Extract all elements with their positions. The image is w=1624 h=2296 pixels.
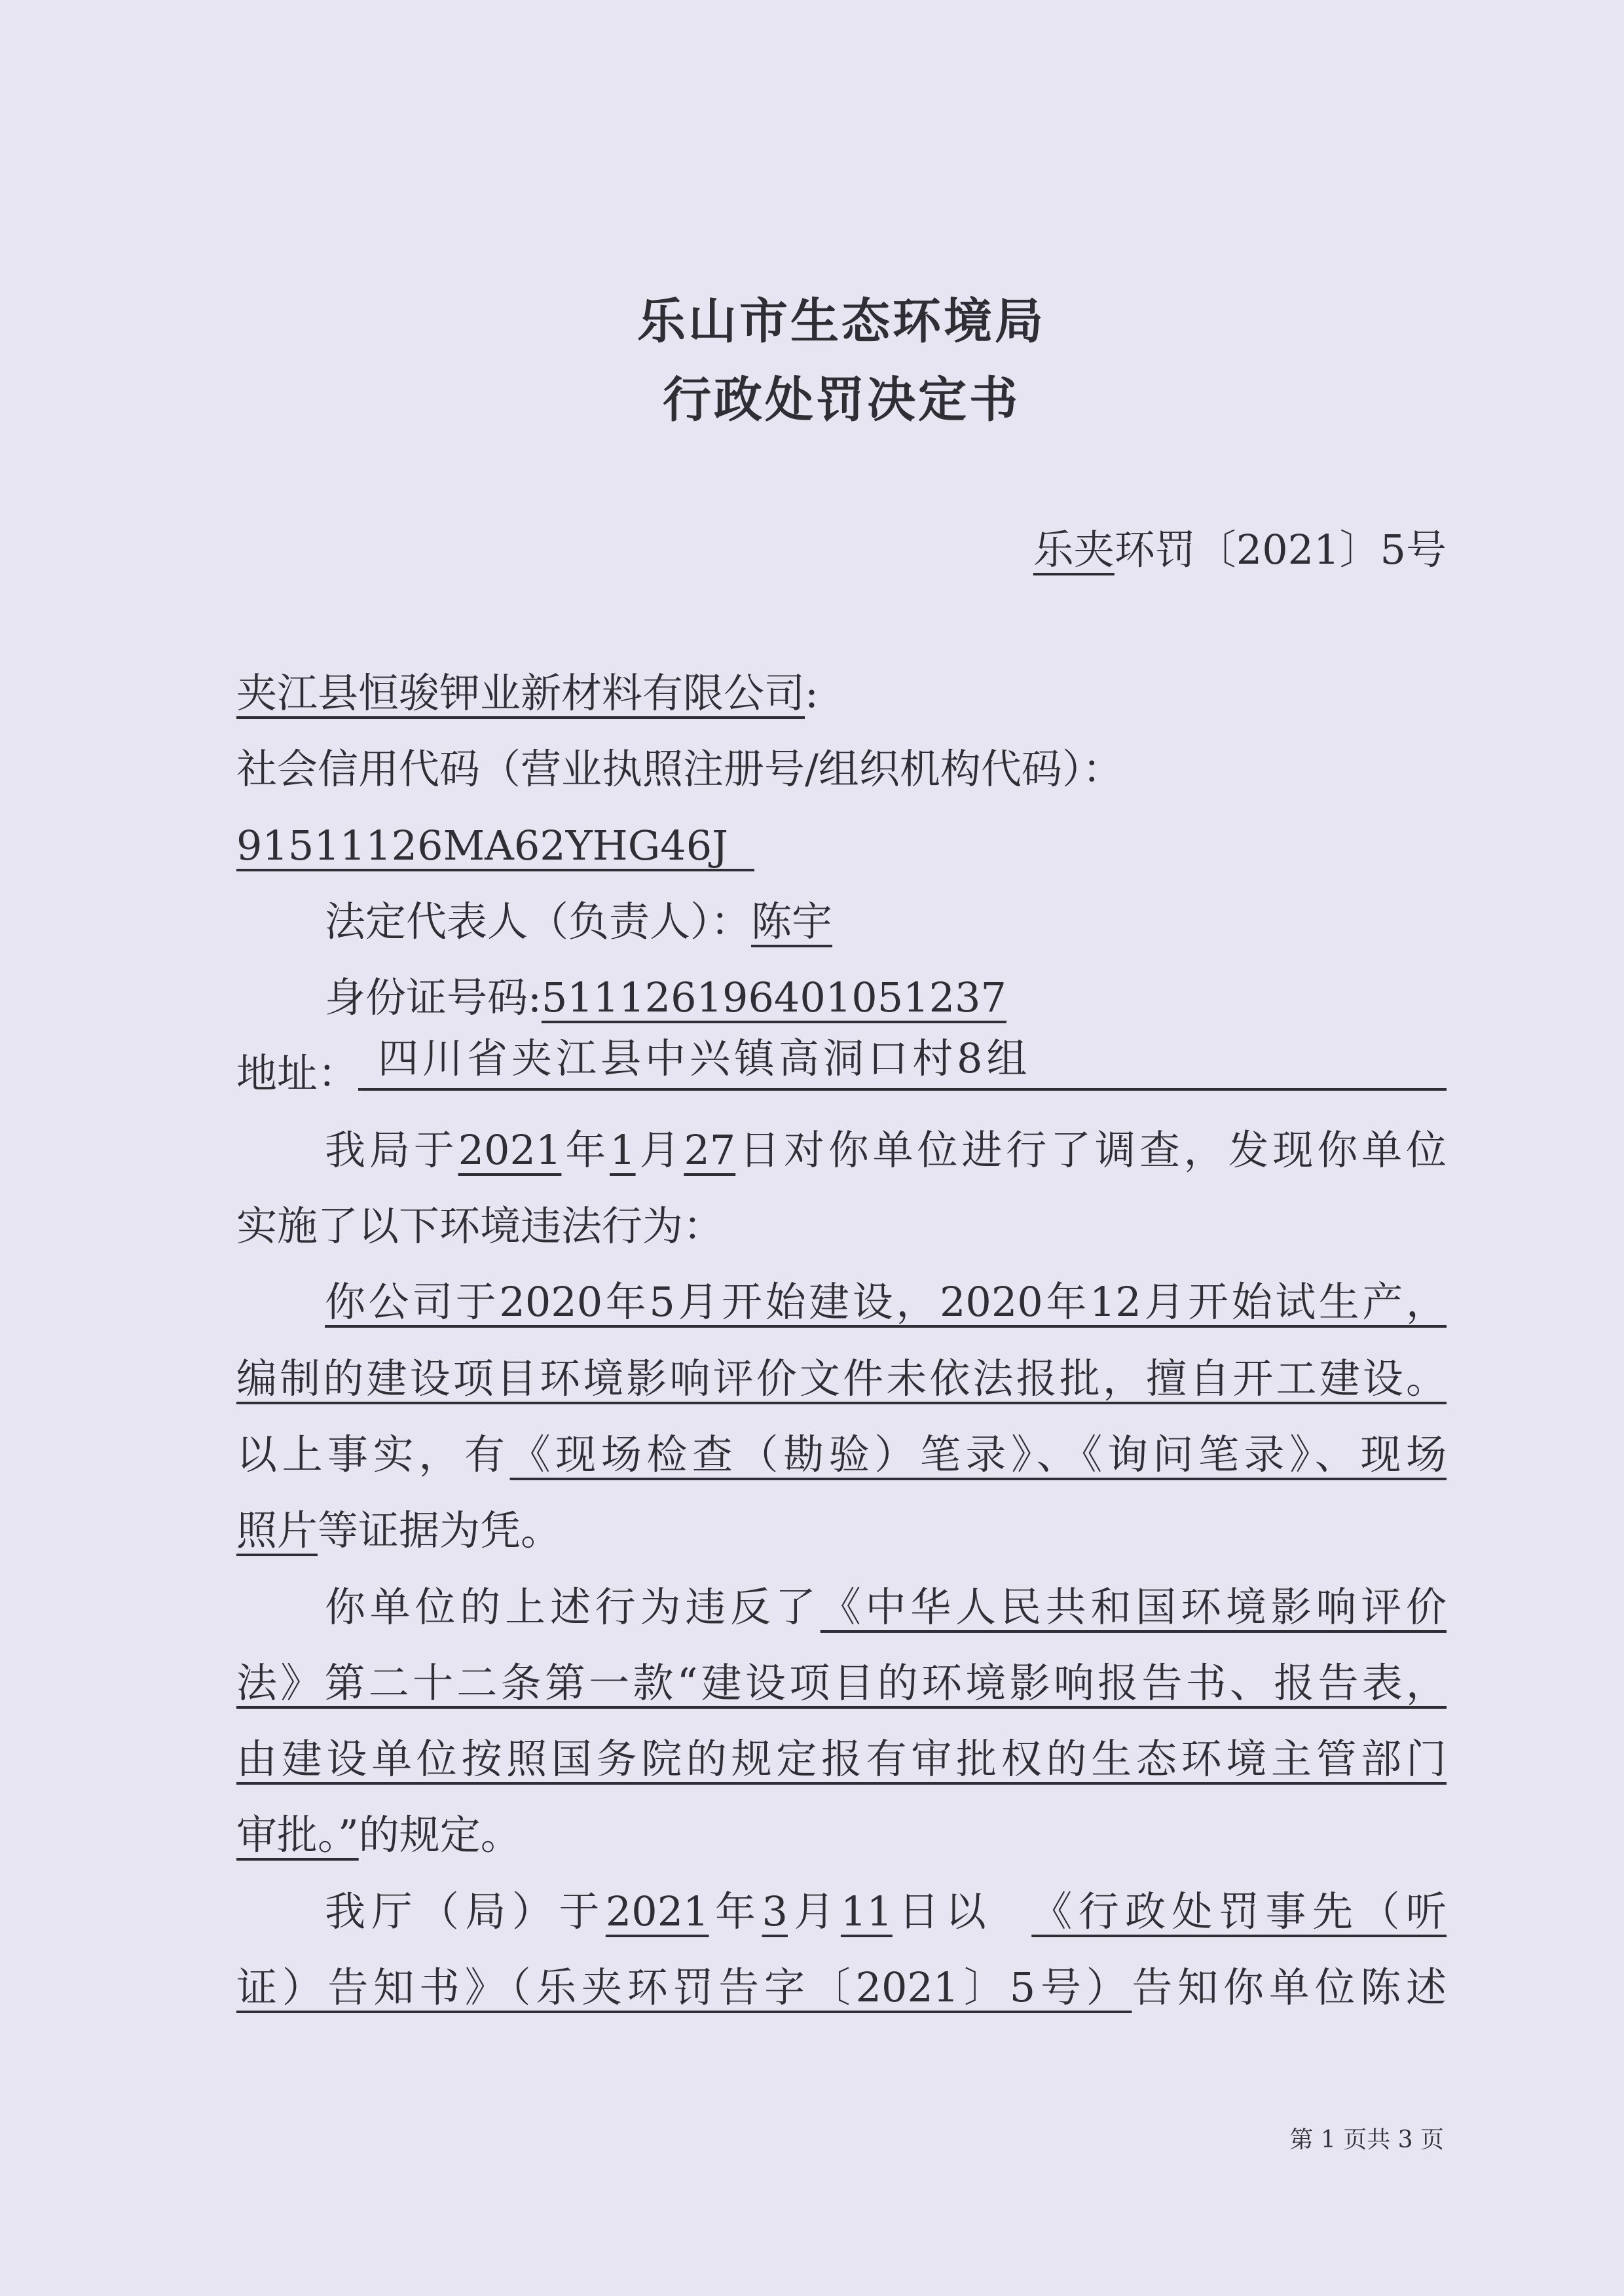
text: 的规定。 (358, 1811, 521, 1859)
id-number: 511126196401051237 (541, 974, 1006, 1022)
credit-code-label: 社会信用代码（营业执照注册号/组织机构代码）： (236, 745, 1123, 793)
address-line (236, 1036, 1447, 1112)
doc-number-rest: 环罚〔2021〕5号 (1114, 526, 1447, 574)
document-body (236, 655, 1447, 2026)
company-name: 夹江县恒骏钾业新材料有限公司 (236, 669, 805, 717)
text: 告知你单位陈述 (1132, 1963, 1447, 2012)
legal-rep-label: 法定代表人（负责人）： (325, 897, 752, 945)
doc-number-prefix: 乐夹 (1033, 526, 1115, 574)
id-line (236, 960, 1447, 1036)
company-line (236, 655, 1447, 731)
document-title: 行政处罚决定书 (663, 372, 1020, 428)
notice-day: 11 (840, 1887, 893, 1935)
notice-month: 3 (762, 1887, 788, 1935)
text: 等证据为凭。 (318, 1506, 562, 1555)
text: 我厅（局）于 (325, 1887, 606, 1935)
page-number: 第 1 页共 3 页 (1289, 2126, 1444, 2153)
text: 月 (635, 1125, 684, 1174)
paragraph-4-line-2 (236, 1950, 1447, 2026)
address-value: 四川省夹江县中兴镇高洞口村8组 (358, 1036, 1447, 1091)
text: 我局于 (325, 1125, 458, 1174)
notice-document: 《行政处罚事先（听 (1031, 1887, 1447, 1935)
text: 年 (561, 1125, 610, 1174)
notice-document: 证）告知书》（乐夹环罚告字〔2021〕5号） (236, 1963, 1132, 2012)
paragraph-4-line-1 (236, 1874, 1447, 1950)
paragraph-3-line-3 (236, 1721, 1447, 1797)
law-citation: 由建设单位按照国务院的规定报有审批权的生态环境主管部门 (236, 1735, 1447, 1783)
paragraph-3-line-1 (236, 1569, 1447, 1645)
evidence-list: 照片 (236, 1506, 318, 1555)
paragraph-1-line-2: 实施了以下环境违法行为： (236, 1202, 724, 1250)
paragraph-3-line-4 (236, 1797, 1447, 1873)
text: 日以 (892, 1887, 993, 1935)
investigation-month: 1 (610, 1125, 636, 1174)
credit-code: 91511126MA62YHG46J (236, 823, 754, 871)
credit-code-line (236, 808, 1447, 884)
text: 月 (787, 1887, 841, 1935)
legal-rep-name: 陈宇 (751, 897, 833, 945)
text: 日对你单位进行了调查，发现你单位 (735, 1125, 1447, 1174)
text: 年 (709, 1887, 762, 1935)
text: 以上事实，有 (236, 1430, 510, 1478)
id-label: 身份证号码: (325, 974, 542, 1022)
address-label: 地址： (236, 1049, 359, 1098)
law-citation: 法》第二十二条第一款“建设项目的环境影响报告书、报告表， (236, 1658, 1447, 1707)
issuer-title: 乐山市生态环境局 (637, 293, 1046, 350)
investigation-year: 2021 (458, 1125, 562, 1174)
paragraph-2-line-3 (236, 1417, 1447, 1493)
paragraph-3-line-2 (236, 1645, 1447, 1721)
paragraph-2-line-2 (236, 1341, 1447, 1417)
paragraph-2-line-4 (236, 1493, 1447, 1569)
document-number (1033, 517, 1447, 575)
legal-rep-line (236, 884, 1447, 960)
law-citation: 审批。” (236, 1811, 359, 1859)
notice-year: 2021 (605, 1887, 709, 1935)
text: 你单位的上述行为违反了 (325, 1582, 821, 1631)
violation-text: 你公司于2020年5月开始建设，2020年12月开始试生产， (325, 1278, 1447, 1326)
evidence-list: 《现场检查（勘验）笔录》、《询问笔录》、现场 (509, 1430, 1447, 1478)
company-colon: : (805, 669, 819, 717)
paragraph-2-line-1 (236, 1264, 1447, 1340)
investigation-day: 27 (684, 1125, 736, 1174)
law-citation: 《中华人民共和国环境影响评价 (820, 1582, 1447, 1631)
paragraph-1-line-1 (236, 1112, 1447, 1188)
violation-text: 编制的建设项目环境影响评价文件未依法报批，擅自开工建设。 (236, 1354, 1447, 1402)
